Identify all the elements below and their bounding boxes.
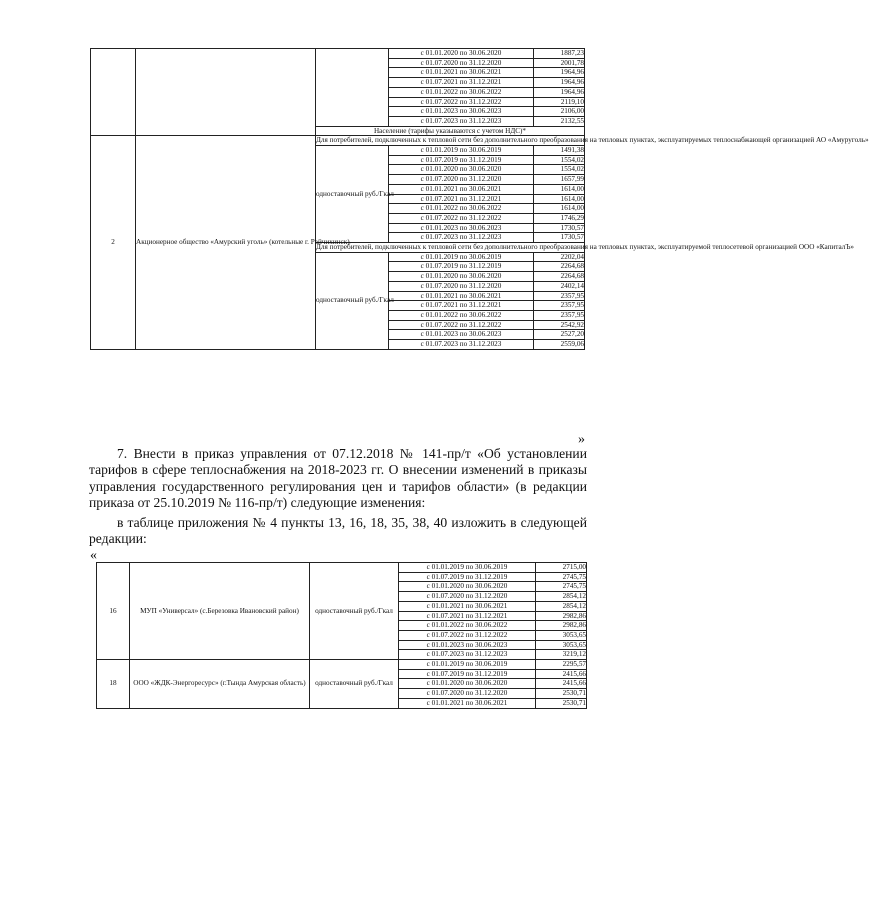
period-cell: с 01.07.2019 по 31.12.2019 [389, 155, 534, 165]
tariff-value-cell: 1964,96 [534, 78, 585, 88]
period-cell: с 01.01.2022 по 30.06.2022 [399, 621, 536, 631]
tariff-value-cell: 2001,78 [534, 58, 585, 68]
organization-cell: МУП «Универсал» (с.Березовка Ивановский район) [130, 563, 310, 660]
period-cell: с 01.01.2019 по 30.06.2019 [399, 660, 536, 670]
period-cell: с 01.01.2023 по 30.06.2023 [389, 223, 534, 233]
tariff-value-cell: 1746,29 [534, 213, 585, 223]
population-note: Население (тарифы указываются с учетом НДС)* [316, 126, 585, 136]
tariff-value-cell: 2527,20 [534, 330, 585, 340]
organization-cell [136, 49, 316, 136]
period-cell: с 01.01.2021 по 30.06.2021 [389, 68, 534, 78]
period-cell: с 01.07.2023 по 31.12.2023 [389, 233, 534, 243]
row-number-cell: 2 [91, 136, 136, 349]
period-cell: с 01.01.2020 по 30.06.2020 [389, 272, 534, 282]
period-cell: с 01.07.2022 по 31.12.2022 [389, 97, 534, 107]
tariff-value-cell: 2402,14 [534, 281, 585, 291]
period-cell: с 01.07.2023 по 31.12.2023 [399, 650, 536, 660]
tariff-value-cell: 2530,71 [536, 698, 587, 708]
tariff-value-cell: 2415,66 [536, 679, 587, 689]
tariff-value-cell: 1614,00 [534, 194, 585, 204]
tariff-value-cell: 1964,96 [534, 87, 585, 97]
period-cell: с 01.01.2019 по 30.06.2019 [389, 146, 534, 156]
period-cell: с 01.07.2021 по 31.12.2021 [389, 301, 534, 311]
unit-cell: одноставочный руб./Гкал [310, 660, 399, 709]
period-cell: с 01.07.2020 по 31.12.2020 [389, 175, 534, 185]
period-cell: с 01.07.2019 по 31.12.2019 [399, 572, 536, 582]
tariff-value-cell: 1491,38 [534, 146, 585, 156]
tariff-value-cell: 1614,00 [534, 184, 585, 194]
period-cell: с 01.01.2023 по 30.06.2023 [389, 330, 534, 340]
group-header-kapital: Для потребителей, подключенных к тепловой сети без дополнительного преобразования на тепловых пунктах, эксплуатируемой теплосетевой организацией ООО «КапиталЪ» [316, 243, 855, 252]
tariff-value-cell: 1730,57 [534, 223, 585, 233]
period-cell: с 01.07.2022 по 31.12.2022 [389, 320, 534, 330]
tariff-value-cell: 2982,86 [536, 611, 587, 621]
period-cell: с 01.07.2023 по 31.12.2023 [389, 116, 534, 126]
table-row [91, 49, 585, 59]
tariff-value-cell: 2295,57 [536, 660, 587, 670]
tariff-table-2 [96, 562, 587, 709]
period-cell: с 01.07.2019 по 31.12.2019 [389, 262, 534, 272]
period-cell: с 01.07.2022 по 31.12.2022 [399, 630, 536, 640]
period-cell: с 01.07.2022 по 31.12.2022 [389, 213, 534, 223]
opening-quote: « [90, 548, 97, 563]
tariff-value-cell: 2745,75 [536, 572, 587, 582]
unit-cell: одноставочный руб./Гкал [316, 252, 389, 349]
tariff-value-cell: 1554,02 [534, 155, 585, 165]
tariff-value-cell: 3053,65 [536, 640, 587, 650]
organization-cell: ООО «ЖДК-Энергоресурс» (г.Тында Амурская область) [130, 660, 310, 709]
period-cell: с 01.01.2021 по 30.06.2021 [399, 698, 536, 708]
tariff-value-cell: 2132,55 [534, 116, 585, 126]
period-cell: с 01.07.2023 по 31.12.2023 [389, 340, 534, 350]
table-row [97, 660, 587, 670]
row-number-cell [91, 49, 136, 136]
tariff-table-1 [90, 48, 869, 350]
period-cell: с 01.01.2021 по 30.06.2021 [399, 601, 536, 611]
tariff-value-cell: 2106,00 [534, 107, 585, 117]
tariff-value-cell: 2357,95 [534, 310, 585, 320]
organization-cell: Акционерное общество «Амурский уголь» (котельные г. Райчихинск) [136, 136, 316, 349]
table-row [91, 136, 585, 146]
tariff-value-cell: 2715,00 [536, 563, 587, 573]
tariff-value-cell: 2202,04 [534, 252, 585, 262]
tariff-value-cell: 2559,06 [534, 340, 585, 350]
period-cell: с 01.01.2020 по 30.06.2020 [399, 679, 536, 689]
tariff-value-cell: 1964,96 [534, 68, 585, 78]
tariff-value-cell: 2854,12 [536, 601, 587, 611]
tariff-value-cell: 2982,86 [536, 621, 587, 631]
period-cell: с 01.07.2019 по 31.12.2019 [399, 669, 536, 679]
period-cell: с 01.07.2021 по 31.12.2021 [389, 194, 534, 204]
period-cell: с 01.07.2021 по 31.12.2021 [399, 611, 536, 621]
tariff-value-cell: 1657,99 [534, 175, 585, 185]
closing-quote: » [578, 432, 585, 447]
tariff-value-cell: 2357,95 [534, 291, 585, 301]
period-cell: с 01.01.2022 по 30.06.2022 [389, 310, 534, 320]
unit-cell [316, 49, 389, 127]
tariff-value-cell: 1554,02 [534, 165, 585, 175]
period-cell: с 01.01.2020 по 30.06.2020 [389, 49, 534, 59]
period-cell: с 01.01.2023 по 30.06.2023 [399, 640, 536, 650]
period-cell: с 01.01.2019 по 30.06.2019 [399, 563, 536, 573]
tariff-value-cell: 2530,71 [536, 689, 587, 699]
tariff-value-cell: 2357,95 [534, 301, 585, 311]
period-cell: с 01.07.2020 по 31.12.2020 [389, 281, 534, 291]
period-cell: с 01.01.2021 по 30.06.2021 [389, 184, 534, 194]
tariff-value-cell: 2119,10 [534, 97, 585, 107]
unit-cell: одноставочный руб./Гкал [316, 146, 389, 243]
unit-cell: одноставочный руб./Гкал [310, 563, 399, 660]
period-cell: с 01.07.2021 по 31.12.2021 [389, 78, 534, 88]
tariff-value-cell: 1730,57 [534, 233, 585, 243]
tariff-value-cell: 2415,66 [536, 669, 587, 679]
tariff-value-cell: 3053,65 [536, 630, 587, 640]
table-row [97, 563, 587, 573]
period-cell: с 01.01.2020 по 30.06.2020 [389, 165, 534, 175]
tariff-value-cell: 2745,75 [536, 582, 587, 592]
tariff-value-cell: 3219,12 [536, 650, 587, 660]
row-number-cell: 16 [97, 563, 130, 660]
period-cell: с 01.07.2020 по 31.12.2020 [389, 58, 534, 68]
period-cell: с 01.01.2022 по 30.06.2022 [389, 204, 534, 214]
tariff-value-cell: 2854,12 [536, 592, 587, 602]
period-cell: с 01.01.2019 по 30.06.2019 [389, 252, 534, 262]
period-cell: с 01.01.2020 по 30.06.2020 [399, 582, 536, 592]
paragraph-7: 7. Внести в приказ управления от 07.12.2018 № 141-пр/т «Об установлении тарифов в сфере теплоснабжения на 2018-2023 гг. О внесении изменений в приказы управления государственного регулирования цен и тарифов области» (в редакции приказа от 25.10.2019 № 116-пр/т) следующие изменения: [89, 446, 587, 511]
period-cell: с 01.07.2020 по 31.12.2020 [399, 592, 536, 602]
tariff-value-cell: 1614,00 [534, 204, 585, 214]
tariff-value-cell: 2542,92 [534, 320, 585, 330]
paragraph-8: в таблице приложения № 4 пункты 13, 16, 18, 35, 38, 40 изложить в следующей редакции: [89, 515, 587, 547]
period-cell: с 01.01.2021 по 30.06.2021 [389, 291, 534, 301]
tariff-value-cell: 2264,68 [534, 272, 585, 282]
group-header-amurugol: Для потребителей, подключенных к тепловой сети без дополнительного преобразования на тепловых пунктах, эксплуатируемых теплоснабжающей организацией АО «Амуруголь» [316, 136, 869, 145]
period-cell: с 01.07.2020 по 31.12.2020 [399, 689, 536, 699]
period-cell: с 01.01.2023 по 30.06.2023 [389, 107, 534, 117]
tariff-value-cell: 2264,68 [534, 262, 585, 272]
row-number-cell: 18 [97, 660, 130, 709]
tariff-value-cell: 1887,23 [534, 49, 585, 59]
period-cell: с 01.01.2022 по 30.06.2022 [389, 87, 534, 97]
